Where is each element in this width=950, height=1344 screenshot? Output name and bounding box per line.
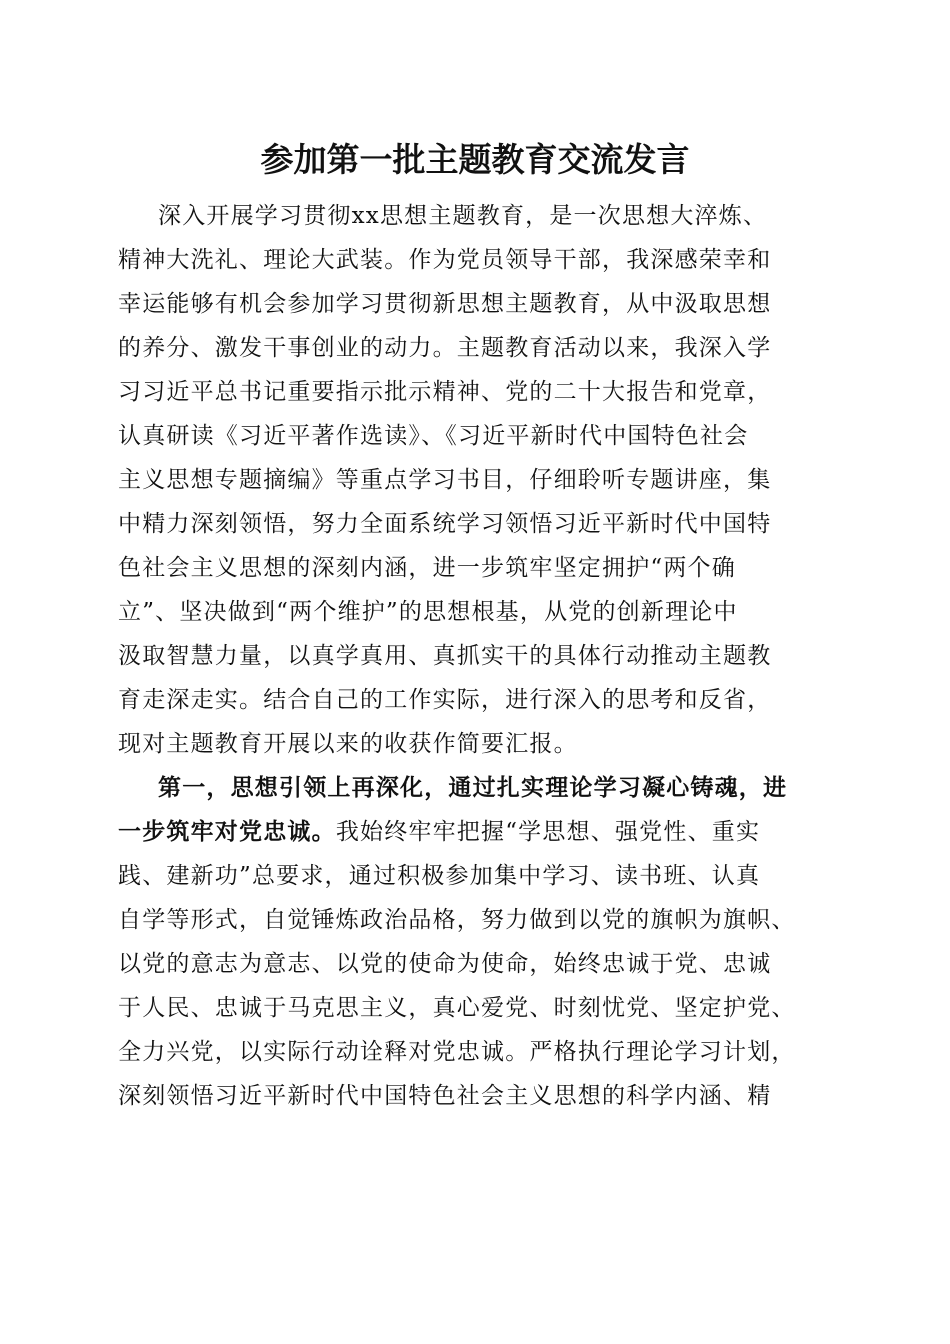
paragraph-1-line: 认真研读《习近平著作选读》、《习近平新时代中国特色社会 bbox=[118, 423, 749, 449]
paragraph-2-line: 于人民、忠诚于马克思主义，真心爱党、时刻忧党、坚定护党、 bbox=[118, 995, 796, 1021]
paragraph-1-line: 精神大洗礼、理论大武装。作为党员领导干部，我深感荣幸和 bbox=[118, 247, 772, 273]
document-title: 参加第一批主题教育交流发言 bbox=[260, 140, 690, 179]
paragraph-2-line bbox=[118, 810, 760, 854]
paragraph-2-line: 深刻领悟习近平新时代中国特色社会主义思想的科学内涵、精 bbox=[118, 1083, 772, 1109]
paragraph-1-line: 幸运能够有机会参加学习贯彻新思想主题教育，从中汲取思想 bbox=[118, 291, 772, 317]
paragraph-1-line: 习习近平总书记重要指示批示精神、党的二十大报告和党章， bbox=[118, 379, 772, 405]
paragraph-2-text: 我始终牢牢把握“学思想、强党性、重实 bbox=[335, 819, 761, 845]
paragraph-1-line: 的养分、激发干事创业的动力。主题教育活动以来，我深入学 bbox=[118, 335, 772, 361]
paragraph-2-heading-end: 一步筑牢对党忠诚。 bbox=[118, 818, 336, 845]
paragraph-2-line: 全力兴党，以实际行动诠释对党忠诚。严格执行理论学习计划， bbox=[118, 1039, 796, 1065]
paragraph-1-line: 现对主题教育开展以来的收获作简要汇报。 bbox=[118, 731, 578, 757]
paragraph-2-line: 践、建新功”总要求，通过积极参加集中学习、读书班、认真 bbox=[118, 863, 761, 889]
paragraph-1-line: 育走深走实。结合自己的工作实际，进行深入的思考和反省， bbox=[118, 687, 772, 713]
paragraph-1-line: 色社会主义思想的深刻内涵，进一步筑牢坚定拥护“两个确 bbox=[118, 555, 736, 581]
paragraph-1-line: 中精力深刻领悟，努力全面系统学习领悟习近平新时代中国特 bbox=[118, 511, 772, 537]
paragraph-2-line: 自学等形式，自觉锤炼政治品格，努力做到以党的旗帜为旗帜、 bbox=[118, 907, 796, 933]
paragraph-1-line: 主义思想专题摘编》等重点学习书目，仔细聆听专题讲座，集 bbox=[118, 467, 772, 493]
paragraph-2-line: 以党的意志为意志、以党的使命为使命，始终忠诚于党、忠诚 bbox=[118, 951, 772, 977]
paragraph-2-line bbox=[158, 766, 787, 810]
paragraph-1-line: 立”、坚决做到“两个维护”的思想根基，从党的创新理论中 bbox=[118, 599, 738, 625]
paragraph-1-line: 汲取智慧力量，以真学真用、真抓实干的具体行动推动主题教 bbox=[118, 643, 772, 669]
paragraph-1-line: 深入开展学习贯彻xx思想主题教育，是一次思想大淬炼、 bbox=[158, 203, 768, 229]
paragraph-2-heading: 第一，思想引领上再深化，通过扎实理论学习凝心铸魂，进 bbox=[158, 774, 788, 801]
